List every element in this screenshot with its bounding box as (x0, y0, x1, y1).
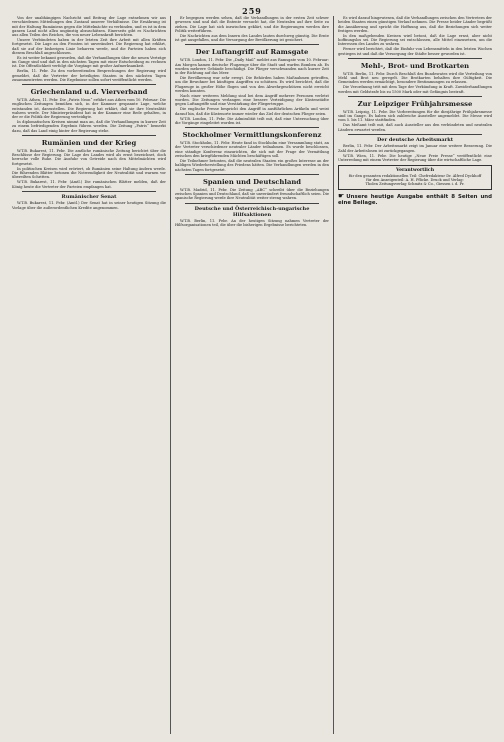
article-paragraph: Von der unabhängigen Nachricht und Beitrag der Lage entnehmen wir aus verschiedenen Mitteilungen den Zustand unserer Verhältnisse. Die Ernährung ist mit der Haltung Rumäniens gegen die Mittelmächte zu verbinden, und es ist in dem ganzen Land nicht allzu ungünstig abzuschätzen. Einerseits gibt es Nachrichten aus allen Teilen des Reiches, die von neuer Lebenskraft berichten. (12, 16, 166, 37)
divider (185, 174, 319, 175)
headline: Griechenland u.d. Vierverband (30, 88, 148, 97)
article-paragraph: Er begegnen werden sehen, daß die Verhandlungen in der ersten Zeit schwer gewesen sind und daß die Entente versucht hat, die Neutralen auf ihre Seite zu ziehen. Die Lage hat sich inzwischen geklärt, und die Regierungen werden ihre Politik weiterführen. (175, 16, 329, 33)
article-paragraph: Die Teilnehmer betonten, daß die neutralen Staaten ein großes Interesse an der baldigen Wiederherstellung des Friedens hätten. Die Verhandlungen werden in den nächsten Tagen fortgesetzt. (175, 159, 329, 172)
divider (185, 44, 319, 45)
imprint-heading: Verantwortlich (395, 168, 435, 174)
divider (22, 191, 156, 192)
headline: Stockholmer Vermittlungskonferenz (182, 131, 322, 140)
article-paragraph: Es ist weiter bekannt geworden, daß die Verhandlungen über die neuen Verträge im Gange sind und daß in den nächsten Tagen mit einer Entscheidung zu rechnen ist. Die Öffentlichkeit verfolgt die Vorgänge mit großer Aufmerksamkeit. (12, 55, 166, 69)
article-paragraph: Die englische Presse bespricht den Angriff in ausführlichen Artikeln und weist darauf hin, daß die Küstenorte immer wieder das Ziel der deutschen Flieger seien. (175, 107, 329, 116)
column-1 (8, 16, 170, 734)
edition-notice-text: Unsere heutige Ausgabe enthält 8 Seiten und eine Beilage. (338, 193, 492, 207)
article-paragraph: W.T.B. Stockholm, 11. Febr. Heute fand in Stockholm eine Versammlung statt, an der Vertreter verschiedener neutraler Länder teilnahmen. Es wurde beschlossen, eine ständige Konferenz einzurichten, die sich mit der Frage der Vermittlung zwischen den kriegführenden Mächten beschäftigen soll. (175, 141, 329, 158)
article-paragraph: W.T.B. London, 11. Febr. Die „Daily Mail“ meldet aus Ramsgate vom 10. Februar: Am Morgen kamen deutsche Flugzeuge über die Stadt und warfen Bomben ab. Es wurden mehrere Gebäude beschädigt. Die Flieger verschwanden nach kurzer Zeit in der Richtung auf das Meer. (175, 58, 329, 76)
headline: Spanien und Deutschland (202, 177, 302, 186)
article-paragraph: Die Bevölkerung war sehr erregt. Die Behörden haben Maßnahmen getroffen, um die Bewohner bei künftigen Angriffen zu schützen. Es wird berichtet, daß die Flugzeuge in großer Höhe flogen und von den Abwehrgeschützen nicht erreicht werden konnten. (175, 76, 329, 93)
article-paragraph: W.T.B. Wien, 11. Febr. Die heutige „Neue Freie Presse“ veröffentlicht eine Unterredung mit einem Vertreter der Regierung über die wirtschaftliche Lage. (338, 153, 492, 162)
article-paragraph: W.T.B. Athen, 11. Febr. Die „Patris Neon“ erfährt aus Athen vom 10. Februar: Die englischen Zeitungen bemühen sich, in der Kammer gespannte Lage, welche entstanden ist, darzustellen. Die Regierung hat erklärt, daß sie ihre Neutralität wahren werde. Der Ministerpräsident hat in der Kammer eine Rede gehalten, in der er die Politik der Regierung verteidigte. (12, 98, 166, 120)
article-paragraph: In politischen Kreisen wird erörtert, ob Rumänien seine Haltung ändern werde. Die führenden Blätter betonen die Notwendigkeit der Neutralität und warnen vor übereilten Schritten. (12, 166, 166, 180)
article-paragraph: W.T.B. Madrid, 11. Febr. Die Zeitung „ABC“ schreibt über die Beziehungen zwischen Spanien und Deutschland, daß sie unverändert freundschaftlich seien. Die spanische Regierung werde ihre Neutralität weiter streng wahren. (175, 187, 329, 201)
article-paragraph: Nach einer weiteren Meldung sind bei dem Angriff mehrere Personen verletzt worden. Die Zeitungen verlangen eine bessere Verteidigung der Küstenstädte gegen Luftangriffe und eine Verstärkung der Fliegertruppe. (175, 93, 329, 107)
article-paragraph: W.T.B. Bukarest, 11. Febr. (Amtl.) Der Senat hat in seiner heutigen Sitzung die Vorlage über die außerordentlichen Kredite angenommen. (12, 201, 166, 210)
headline: Rumänien und der Krieg (41, 138, 137, 147)
edition-notice (338, 193, 492, 207)
imprint-line: für den Anzeigenteil: A. H. Pflicke. Druck und Verlag: (366, 178, 464, 183)
page-number: 259 (242, 6, 262, 16)
article-paragraph: W.T.B. Leipzig, 11. Febr. Die Vorbereitungen für die diesjährige Frühjahrsmesse sind im Gange. Es haben sich zahlreiche Aussteller angemeldet. Die Messe wird vom 5. bis 11. März stattfinden. (338, 109, 492, 123)
article-paragraph: Das Meßamt teilt mit, daß auch Aussteller aus den verbündeten und neutralen Ländern erwartet werden. (338, 123, 492, 132)
subheadline: Der deutsche Arbeitsmarkt (376, 136, 454, 143)
article-paragraph: Es wird darauf hingewiesen, daß die Verhandlungen zwischen den Vertretern der beiden Staaten einen günstigen Verlauf nehmen. Die Presse beider Länder begrüßt die Annäherung und spricht die Hoffnung aus, daß die Beziehungen sich weiter festigen werden. (338, 16, 492, 33)
pointing-hand-icon: ☛ (338, 191, 345, 200)
article-paragraph: Berlin, 11. Febr. Zu den vorbereitenden Besprechungen der Regierung wird gemeldet, daß die Vertreter der beteiligten Staaten in den nächsten Tagen zusammentreten werden. Die Ergebnisse sollen sofort veröffentlicht werden. (12, 69, 166, 82)
headline: Der Luftangriff auf Ramsgate (195, 48, 309, 57)
article-paragraph: W.T.B. Bukarest, 11. Febr. (Amtl.) Die rumänischen Blätter melden, daß der König heute die Vertreter der Parteien empfangen hat. (12, 180, 166, 189)
article-paragraph: W.T.B. London, 11. Febr. Die Admiralität teilt mit, daß eine Untersuchung über die Vorgänge eingeleitet worden ist. (175, 116, 329, 125)
imprint-line: Tholen Zeitungsverlag Schmitz & Co., Giessen i. d. Pr. (365, 182, 465, 187)
headline: Zur Leipziger Frühjahrsmesse (357, 99, 473, 108)
article-paragraph: W.T.B. Bukarest, 11. Febr. Die amtliche rumänische Zeitung berichtet über die Beschlüsse der Regierung. Die Lage des Landes wird als ernst bezeichnet, doch herrsche volle Ruhe. Die Ausfuhr von Getreide nach den Mittelmächten wird fortgesetzt. (12, 148, 166, 166)
article-paragraph: In den maßgebenden Kreisen wird betont, daß die Lage ernst, aber nicht hoffnungslos sei. Die Regierung sei entschlossen, alle Mittel einzusetzen, um die Interessen des Landes zu wahren. (338, 33, 492, 47)
columns (8, 16, 496, 734)
divider (348, 96, 482, 97)
divider (185, 203, 319, 204)
article-paragraph: In diplomatischen Kreisen nimmt man an, daß die Verhandlungen in kurzer Zeit zu einem befriedigenden Ergebnis führen werden. Die Zeitung „Patris“ bemerkt dazu, daß das Land einig hinter der Regierung stehe. (12, 120, 166, 133)
article-paragraph: Ferner wird berichtet, daß die Einfuhr von Lebensmitteln in den letzten Wochen gestiegen ist und daß die Versorgung der Städte besser geworden ist. (338, 47, 492, 56)
divider (348, 134, 482, 135)
article-paragraph: Die Nachrichten aus dem Innern des Landes lauten durchweg günstig. Die Ernte ist gut ausgefallen, und die Versorgung der Bevölkerung ist gesichert. (175, 33, 329, 43)
article-paragraph: W.T.B. Berlin, 11. Febr. Durch Beschluß des Bundesrates wird die Verteilung von Mehl und Brot neu geregelt. Die Brotkarten behalten ihre Gültigkeit. Die Gemeinden werden ermächtigt, besondere Bestimmungen zu erlassen. (338, 71, 492, 85)
headline: Mehl-, Brot- und Brotkarten (360, 61, 470, 70)
divider (22, 84, 156, 85)
article-paragraph: Die Verordnung tritt mit dem Tage der Verkündung in Kraft. Zuwiderhandlungen werden mit Geldstrafe bis zu 1500 Mark oder mit Gefängnis bestraft. (338, 85, 492, 94)
divider (185, 127, 319, 128)
subheadline: Rumänischer Senat (61, 193, 117, 200)
imprint-box (338, 165, 492, 189)
subheadline: Deutsche und Österreichisch-ungarische Hilfsaktionen (194, 205, 310, 218)
divider (348, 58, 482, 59)
article-paragraph: Unsere Verbündeten haben in der letzten Zeit ihre Arbeit mit allen Kräften fortgesetzt. Die Lage an den Fronten ist unverändert. Die Regierung hat erklärt, daß sie auf der bisherigen Linie beharren werde, und die Parteien haben sich diesem Beschluß angeschlossen. (12, 38, 166, 55)
imprint-line: für den gesamten redaktionellen Teil: Chefredakteur Dr. Alfred Dyckhoff (348, 173, 482, 178)
column-2 (170, 16, 333, 734)
article-paragraph: Berlin, 11. Febr. Der Arbeitsmarkt zeigt im Januar eine weitere Besserung. Die Zahl der Arbeitslosen ist zurückgegangen. (338, 144, 492, 153)
article-paragraph: W.T.B. Berlin, 11. Febr. An der heutigen Sitzung nahmen Vertreter der Hilfsorganisationen teil, die über die bisherigen Ergebnisse berichteten. (175, 219, 329, 228)
column-3 (333, 16, 496, 734)
divider (22, 135, 156, 136)
